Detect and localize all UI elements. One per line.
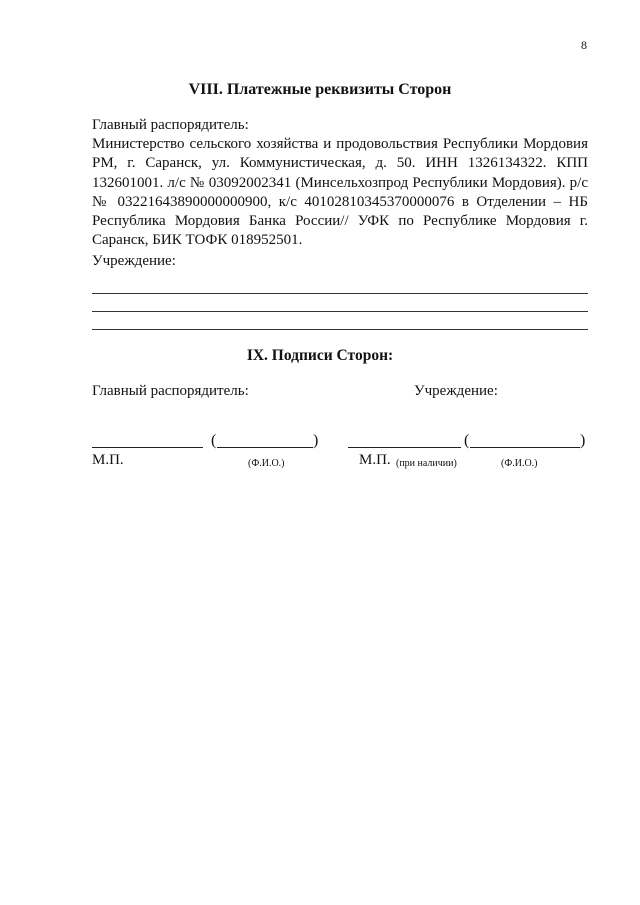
section-8-heading: VIII. Платежные реквизиты Сторон [188,81,452,98]
right-fio-close-paren: ) [580,432,586,449]
left-fio-line [217,447,313,448]
signature-left-party-label: Главный распорядитель: [92,383,249,399]
left-stamp-label: М.П. [92,452,124,468]
right-stamp-note: (при наличии) [396,458,457,469]
left-signature-line [92,447,203,448]
right-fio-open-paren: ( [464,432,470,449]
main-manager-label: Главный распорядитель: [92,117,249,133]
institution-fill-line-2 [92,311,588,312]
right-stamp-label: М.П. [359,452,391,468]
left-fio-caption: (Ф.И.О.) [248,458,285,469]
page-number: 8 [581,38,587,52]
right-fio-line [470,447,580,448]
left-fio-open-paren: ( [211,432,217,449]
right-signature-line [348,447,461,448]
right-fio-caption: (Ф.И.О.) [501,458,538,469]
bank-requisites-text: Министерство сельского хозяйства и продовольствия Республики Мордовия РМ, г. Саранск, ул. Коммунистическая, д. 50. ИНН 1326134322. КПП 132601001. л/с № 03092002341 (Минсельхозпрод Республики Мордовия). р/с № 03221643890000000900, к/с 40102810345370000076 в Отделении – НБ Республика Мордовия Банка России// УФК по Республике Мордовия г. Саранск, БИК ТОФК 018952501. [92,136,588,249]
left-fio-close-paren: ) [313,432,319,449]
section-9-heading: IX. Подписи Сторон: [246,347,394,364]
signature-right-party-label: Учреждение: [414,383,498,399]
institution-fill-line-3 [92,329,588,330]
institution-label: Учреждение: [92,253,176,269]
institution-fill-line-1 [92,293,588,294]
